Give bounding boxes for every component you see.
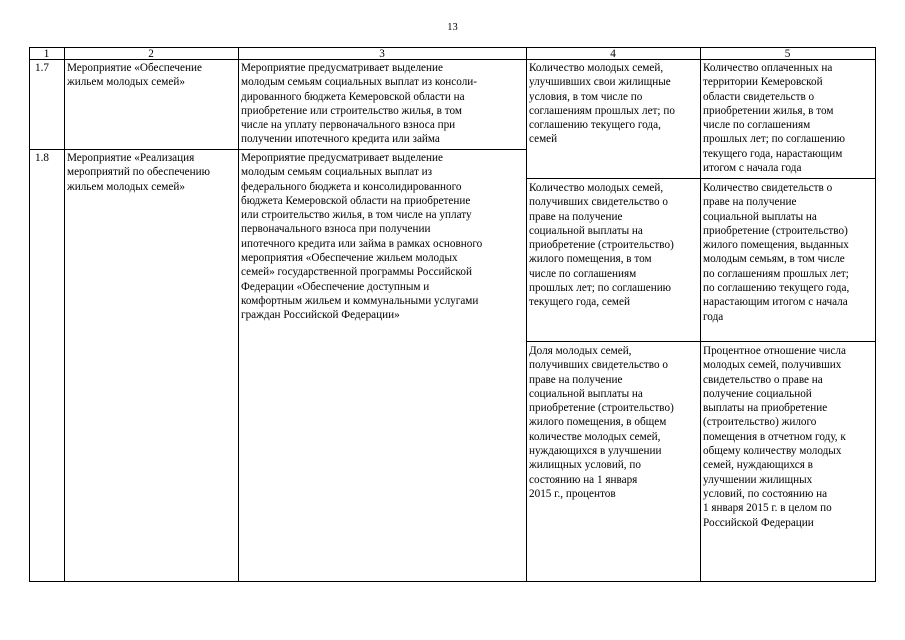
header-col-1: 1 — [43, 48, 50, 60]
page-number: 13 — [447, 22, 458, 33]
indicator-col5: Количество оплаченных на территории Кемеровской области свидетельств о приобретении жилья, в том числе по соглашениям прошлых лет; по соглашению текущего года, нарастающим итогом с начала года — [703, 62, 846, 175]
indicator-col5: Процентное отношение числа молодых семей, получивших свидетельство о праве на получение социальной выплаты на приобретение (строительство) жилого помещения в отчетном году, к общему количеству молодых семей, нуждающихся в улучшении жилищных условий, по состоянию на 1 января 2015 г. в целом по Российской Федерации — [703, 345, 846, 529]
indicator-divider-col4-a — [526, 178, 700, 179]
row-description: Мероприятие предусматривает выделение молодым семьям социальных выплат из федерального бюджета и консолидированного бюджета Кемеровской области на приобретение или строительство жилья, в том числе на уплату первоначального взноса при получении ипотечного кредита или займа в рамках основного мероприятия «Обеспечение жильем молодых семей» государственной программы Российской Федерации «Обеспечение доступным и комфортным жильем и коммунальными услугами граждан Российской Федерации» — [241, 152, 483, 322]
col-border-left — [29, 47, 30, 582]
header-col-4: 4 — [610, 48, 616, 60]
col-border-4-5 — [700, 47, 701, 582]
header-col-5: 5 — [784, 48, 791, 60]
row-number: 1.7 — [35, 62, 49, 74]
header-col-2: 2 — [148, 48, 154, 60]
indicator-col4: Доля молодых семей, получивших свидетельство о праве на получение социальной выплаты на приобретение (строительство) жилого помещения, в общем количестве молодых семей, нуждающихся в улучшении жилищных условий, по состоянию на 1 января 2015 г., процентов — [529, 345, 674, 500]
header-col-3: 3 — [379, 48, 385, 60]
row-description: Мероприятие предусматривает выделение молодым семьям социальных выплат из консоли- дированного бюджета Кемеровской области на приобретение или строительство жилья, в том числе на уплату первоначального взноса при получении ипотечного кредита или займа — [241, 62, 478, 146]
indicator-col4: Количество молодых семей, получивших свидетельство о праве на получение социальной выплаты на приобретение (строительство) жилого помещения, в том числе по соглашениям прошлых лет; по соглашению текущего года, семей — [529, 182, 674, 309]
col-border-3-4 — [526, 47, 527, 582]
col-border-right — [875, 47, 876, 582]
row-number: 1.8 — [35, 152, 49, 164]
col-border-1-2 — [64, 47, 65, 582]
table-bottom-border — [29, 581, 875, 582]
indicator-divider-col5-a — [700, 178, 875, 179]
col-border-2-3 — [238, 47, 239, 582]
indicator-col5: Количество свидетельств о праве на получение социальной выплаты на приобретение (строительство) жилого помещения, выданных молодым семьям, в том числе по соглашениям прошлых лет; по соглашению текущего года, нарастающим итогом с начала года — [703, 182, 850, 323]
row-name: Мероприятие «Обеспечение жильем молодых семей» — [67, 62, 202, 89]
row-name: Мероприятие «Реализация мероприятий по обеспечению жильем молодых семей» — [67, 152, 210, 193]
row-divider-1-7 — [29, 149, 526, 150]
indicator-col4: Количество молодых семей, улучшивших свои жилищные условия, в том числе по соглашениям прошлых лет; по соглашению текущего года, семей — [529, 62, 675, 146]
